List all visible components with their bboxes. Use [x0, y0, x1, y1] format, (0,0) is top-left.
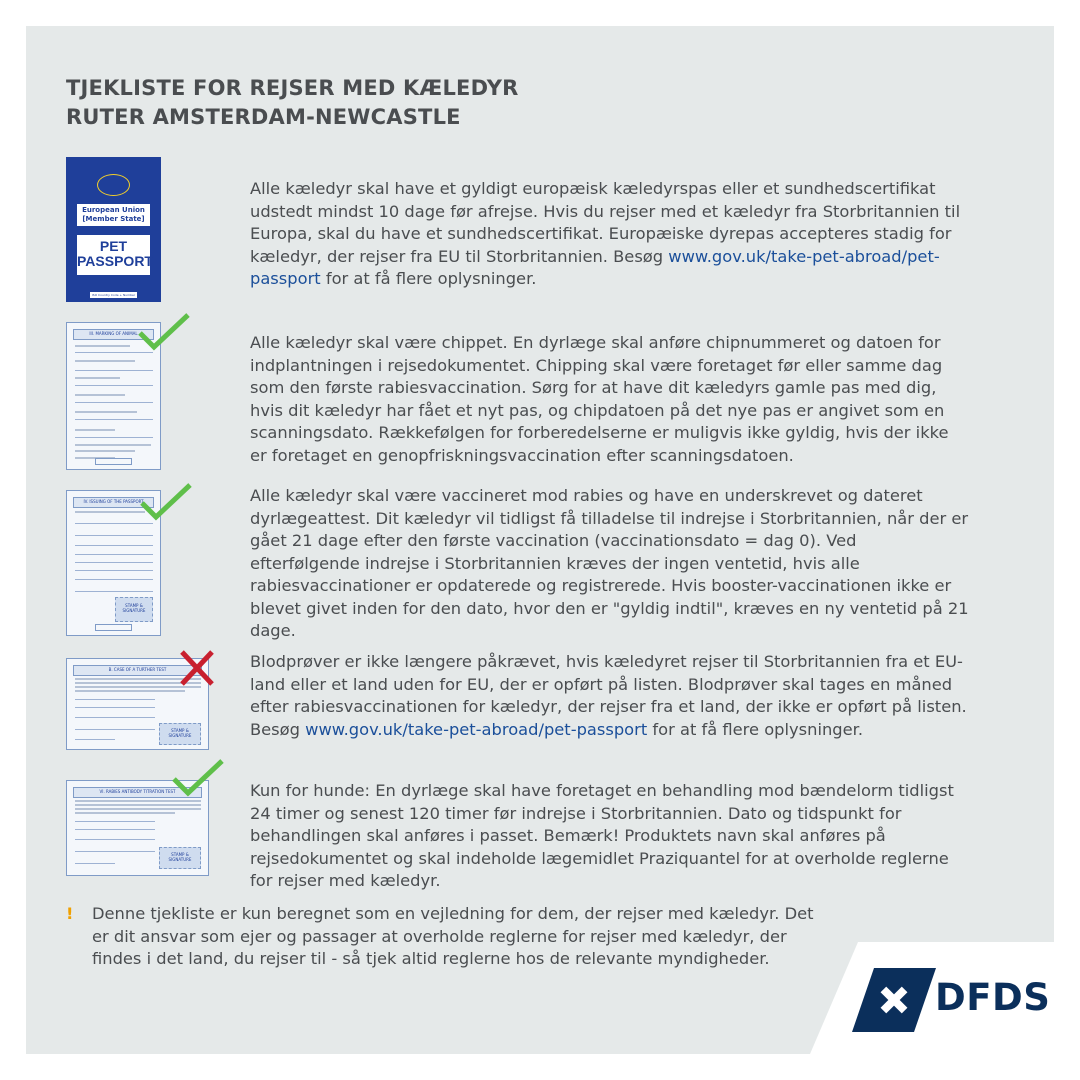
passport-label: PET PASSPORT [77, 235, 150, 275]
blood-test-document-image: B. CASE OF A TURTHER TEST STAMP & SIGNATURE [66, 658, 209, 750]
stamp-box: STAMP & SIGNATURE [159, 723, 201, 745]
checkmark-icon [170, 757, 226, 799]
item-text-chip: Alle kæledyr skal være chippet. En dyrlæge skal anføre chipnummeret og datoen for indplantningen i rejsedokumentet. Chipping skal være foretaget før eller samme dag som den første rabiesvaccination. Sørg for at have dit kæledyrs gamle pas med dig, hvis dit kæledyr har fået et nyt pas, og chipdatoen på det nye pas er angivet som en scanningsdato. Rækkefølgen for forberedelserne er muligvis ikke gyldig, hvis der ikke er foretaget en genopfriskningsvaccination efter scanningsdatoen. [250, 333, 949, 465]
title-line-2: RUTER AMSTERDAM-NEWCASTLE [66, 105, 461, 129]
item-text-tapeworm: Kun for hunde: En dyrlæge skal have foretaget en behandling mod bændelorm tidligst 24 timer og senest 120 timer før indrejse i Storbritannien. Dato og tidspunkt for behandlingen skal anføres i passet. Bemærk! Produktets navn skal anføres på rejsedokumentet og skal indeholde lægemidlet Praziquantel for at overholde reglerne for rejser med kæledyr. [250, 781, 954, 890]
title-line-1: TJEKLISTE FOR REJSER MED KÆLEDYR [66, 76, 519, 100]
brand-name: DFDS [935, 976, 1051, 1019]
page-title [66, 74, 518, 132]
pet-passport-image [66, 157, 161, 302]
stamp-box: STAMP & SIGNATURE [115, 597, 153, 622]
passport-member-state: European Union [Member State] [77, 204, 150, 226]
stamp-box: STAMP & SIGNATURE [159, 847, 201, 869]
tapeworm-document-image: VI. RABIES ANTIBODY TITRATION TEST STAMP & SIGNATURE [66, 780, 209, 876]
issuing-document-image: IV. ISSUING OF THE PASSPORT STAMP & SIGNATURE [66, 490, 161, 636]
marking-document-image: III. MARKING OF ANIMAL [66, 322, 161, 470]
eu-stars-icon [97, 174, 130, 196]
checkmark-icon [136, 311, 192, 353]
passport-footer: ISO Country Code + Number [91, 293, 136, 297]
warning-icon: ! [66, 904, 74, 923]
cross-icon [178, 648, 216, 688]
disclaimer-note [66, 903, 826, 971]
gov-uk-link[interactable]: www.gov.uk/take-pet-abroad/pet-passport [250, 246, 940, 288]
item-text-rabies: Alle kæledyr skal være vaccineret mod rabies og have en underskrevet og dateret dyrlægeattest. Dit kæledyr vil tidligst få tilladelse til indrejse i Storbritannien, når der er gået 21 dage efter den første vaccination (vaccinationsdato = dag 0). Ved efterfølgende indrejse i Storbritannien kræves der ingen ventetid, hvis alle rabiesvaccinationer er opdaterede og registrerede. Hvis booster-vaccinationen ikke er blevet givet inden for den dato, hvor den er "gyldig indtil", kræves en ny ventetid på 21 dage. [250, 486, 969, 640]
item-text-blood: Blodprøver er ikke længere påkrævet, hvis kæledyret rejser til Storbritannien fra et EU-land eller et land uden for EU, der er opført på listen. Blodprøver skal tages en måned efter rabiesvaccinationen for kæledyr, der rejser fra et land, der ikke er opført på listen. Besøg www.gov.uk/take-pet-abroad/pet-passport for at få flere oplysninger. [250, 652, 967, 739]
item-text-passport: Alle kæledyr skal have et gyldigt europæisk kæledyrspas eller et sundhedscertifikat udstedt mindst 10 dage før afrejse. Hvis du rejser med et kæledyr fra Storbritannien til Europa, skal du have et sundhedscertifikat. Europæiske dyrepas accepteres stadig for kæledyr, der rejser fra EU til Storbritannien. Besøg www.gov.uk/take-pet-abroad/pet-passport for at få flere oplysninger. [250, 179, 961, 288]
disclaimer-text: Denne tjekliste er kun beregnet som en vejledning for dem, der rejser med kæledyr. Det er dit ansvar som ejer og passager at overholde reglerne for rejser med kæledyr, der findes i det land, du rejser til - så tjek altid reglerne hos de relevante myndigheder. [92, 904, 814, 968]
gov-uk-link[interactable]: www.gov.uk/take-pet-abroad/pet-passport [305, 719, 648, 739]
checkmark-icon [138, 481, 194, 523]
